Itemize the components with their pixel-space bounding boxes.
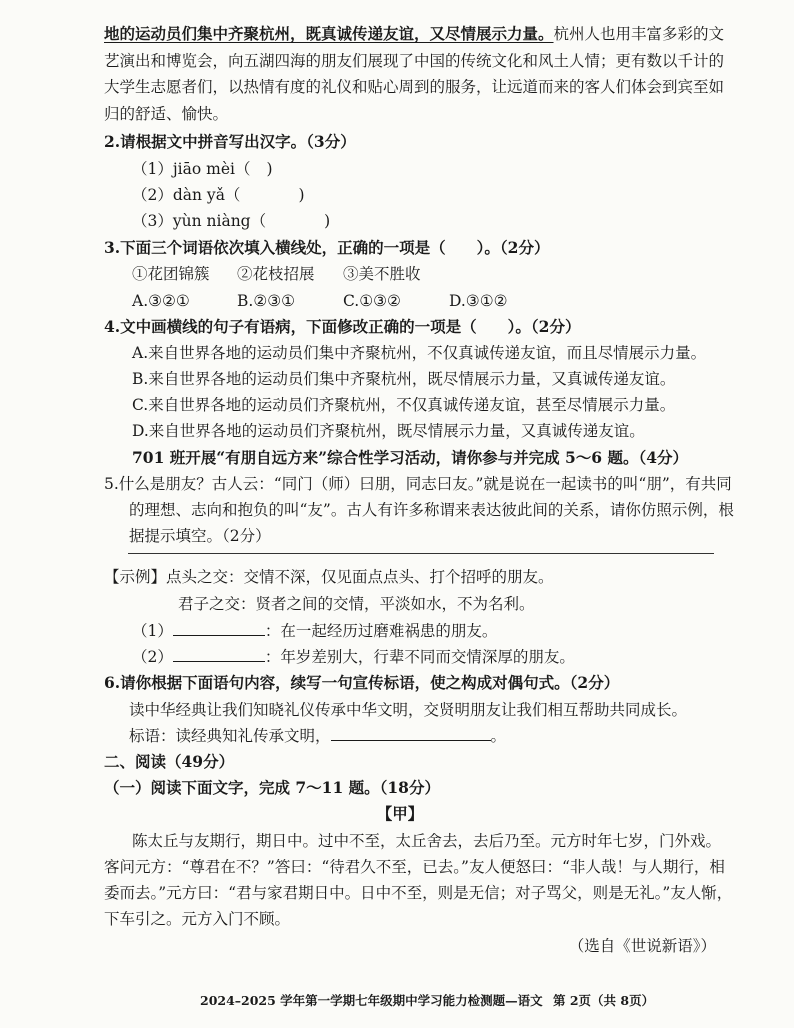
q3-word-1: ①花团锦簇 <box>132 265 210 283</box>
passage-line-3: 大学生志愿者们，以热情有度的礼仪和贴心周到的服务，让远道而来的客人们体会到宾至如 <box>104 78 725 96</box>
q5-item-1-num: （1） <box>132 622 173 640</box>
q6-slogan-blank[interactable] <box>331 726 491 741</box>
q2-item-3-close: ) <box>324 212 331 230</box>
divider-line <box>128 553 714 554</box>
q3-option-d: D.③①② <box>449 292 508 310</box>
classical-line-3: 委而去。”元方曰：“君与家君期日中。日中不至，则是无信；对子骂父，则是无礼。”友人惭， <box>104 884 733 902</box>
q3-option-c: C.①③② <box>343 292 401 310</box>
classical-line-4: 下车引之。元方入门不顾。 <box>104 910 291 928</box>
q2-item-1-close: ) <box>266 160 273 178</box>
q5-item-2-text: ：年岁差别大，行辈不同而交情深厚的朋友。 <box>264 648 575 666</box>
q3-word-2: ②花枝招展 <box>237 265 315 283</box>
question-5-line-2: 的理想、志向和抱负的叫“友”。古人有许多称谓来表达彼此间的关系，请你仿照示例，根 <box>129 501 734 519</box>
activity-intro: 701 班开展“有朋自远方来”综合性学习活动，请你参与并完成 5～6 题。（4分） <box>132 448 688 467</box>
classical-line-2: 客问元方：“尊君在不？”答曰：“待君久不至，已去。”友人便怒曰：“非人哉！与人期行，相 <box>104 858 725 876</box>
classical-source: （选自《世说新语》） <box>568 937 716 955</box>
passage-line-2: 艺演出和博览会，向五湖四海的朋友们展现了中国的传统文化和风土人情；更有数以千计的 <box>104 52 725 70</box>
q2-item-1-label: （1）jiāo mèi（ <box>132 160 251 178</box>
q6-slogan-prefix: 标语：读经典知礼传承文明， <box>129 727 331 745</box>
example-line-2: 君子之交：贤者之间的交情，平淡如水，不为名利。 <box>178 595 535 613</box>
question-5-line-1: 5.什么是朋友？古人云：“同门（师）曰朋，同志曰友。”就是说在一起读书的叫“朋”，有共同 <box>104 475 732 493</box>
q6-slogan <box>129 725 506 747</box>
passage-line-4: 归的舒适、愉快。 <box>104 105 229 123</box>
passage-line-1 <box>104 23 724 45</box>
example-label: 【示例】 <box>104 568 167 586</box>
question-2-item-3 <box>132 210 330 232</box>
q3-word-3: ③美不胜收 <box>343 265 421 283</box>
footer-title: 2024–2025 学年第一学期七年级期中学习能力检测题—语文 <box>200 993 543 1008</box>
q6-sentence: 读中华经典让我们知晓礼仪传承中华文明，交贤明朋友让我们相互帮助共同成长。 <box>129 701 688 719</box>
question-2-item-1 <box>132 158 273 180</box>
q5-item-1 <box>132 620 497 642</box>
example-line-1 <box>104 566 554 588</box>
q5-item-2-num: （2） <box>132 648 173 666</box>
section-2-title: 二、阅读（49分） <box>104 752 235 771</box>
q5-item-1-text: ：在一起经历过磨难祸患的朋友。 <box>264 622 498 640</box>
classical-line-1: 陈太丘与友期行，期日中。过中不至，太丘舍去，去后乃至。元方时年七岁，门外戏。 <box>132 832 722 850</box>
question-3-title: 3.下面三个词语依次填入横线处，正确的一项是（ ）。（2分） <box>104 238 550 257</box>
section-2-sub-1: （一）阅读下面文字，完成 7～11 题。（18分） <box>104 778 440 797</box>
q3-option-b: B.②③① <box>237 292 296 310</box>
q4-option-c: C.来自世界各地的运动员们齐聚杭州，不仅真诚传递友谊，甚至尽情展示力量。 <box>132 396 676 414</box>
q5-blank-2[interactable] <box>173 647 265 662</box>
question-5-line-3: 据提示填空。（2分） <box>129 527 271 545</box>
underlined-sentence: 地的运动员们集中齐聚杭州，既真诚传递友谊，又尽情展示力量。 <box>104 24 554 43</box>
example-text-1: 点头之交：交情不深，仅见面点点头、打个招呼的朋友。 <box>166 568 554 586</box>
q3-option-a: A.③②① <box>132 292 190 310</box>
question-4-title: 4.文中画横线的句子有语病，下面修改正确的一项是（ ）。（2分） <box>104 317 581 336</box>
q5-item-2 <box>132 646 575 668</box>
q6-slogan-end: 。 <box>490 727 507 745</box>
passage-line-1-rest: 杭州人也用丰富多彩的文 <box>553 25 725 43</box>
q4-option-d: D.来自世界各地的运动员们齐聚杭州，既尽情展示力量，又真诚传递友谊。 <box>132 422 645 440</box>
q4-option-b: B.来自世界各地的运动员们集中齐聚杭州，既尽情展示力量，又真诚传递友谊。 <box>132 370 676 388</box>
footer-page-number: 第 2页（共 8页） <box>553 993 655 1008</box>
q2-item-3-label: （3）yùn niàng（ <box>132 212 267 230</box>
q2-item-2-label: （2）dàn yǎ（ <box>132 186 241 204</box>
q5-blank-1[interactable] <box>173 621 265 636</box>
question-6-title: 6.请你根据下面语句内容，续写一句宣传标语，使之构成对偶句式。（2分） <box>104 673 620 692</box>
passage-jia-label: 【甲】 <box>376 804 424 823</box>
question-2-title: 2.请根据文中拼音写出汉字。（3分） <box>104 132 356 151</box>
question-2-item-2 <box>132 184 305 206</box>
q4-option-a: A.来自世界各地的运动员们集中齐聚杭州，不仅真诚传递友谊，而且尽情展示力量。 <box>132 344 707 362</box>
q2-item-2-close: ) <box>298 186 305 204</box>
